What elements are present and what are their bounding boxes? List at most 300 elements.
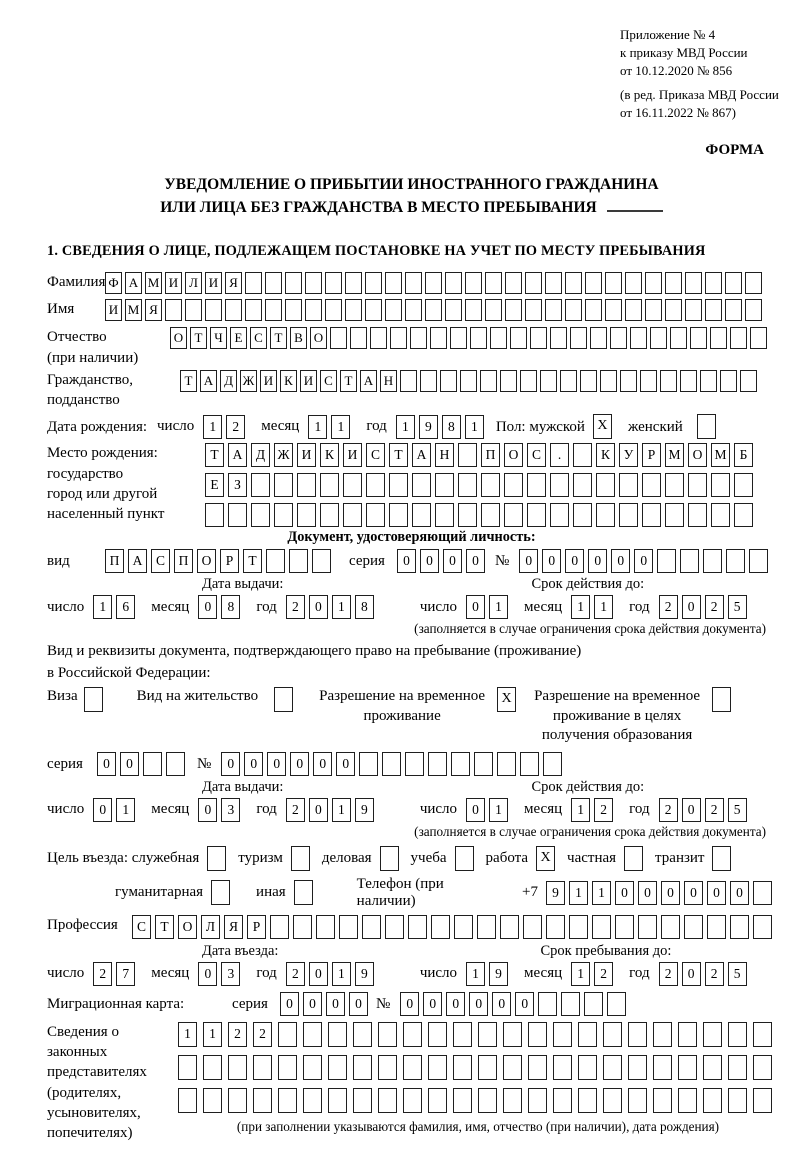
char-cell[interactable] [328, 1055, 347, 1080]
char-cell[interactable]: М [145, 272, 162, 294]
char-cell[interactable]: 0 [682, 798, 701, 822]
char-cell[interactable] [685, 272, 702, 294]
char-cell[interactable]: 0 [198, 962, 217, 986]
char-cell[interactable] [353, 1088, 372, 1113]
char-cell[interactable]: К [280, 370, 297, 392]
char-cell[interactable] [303, 1088, 322, 1113]
char-cell[interactable] [538, 992, 557, 1016]
char-cell[interactable] [553, 1055, 572, 1080]
char-cell[interactable]: А [125, 272, 142, 294]
char-cell[interactable] [458, 473, 477, 497]
char-cell[interactable] [166, 752, 185, 776]
char-cell[interactable]: О [178, 915, 197, 939]
char-cell[interactable] [745, 272, 762, 294]
char-cell[interactable]: С [366, 443, 385, 467]
char-cell[interactable] [653, 1055, 672, 1080]
char-cell[interactable] [465, 299, 482, 321]
char-cell[interactable] [445, 272, 462, 294]
char-cell[interactable] [628, 1088, 647, 1113]
char-cell[interactable]: О [504, 443, 523, 467]
char-cell[interactable]: 0 [198, 595, 217, 619]
char-cell[interactable] [389, 503, 408, 527]
char-cell[interactable] [550, 503, 569, 527]
char-cell[interactable]: С [151, 549, 170, 573]
char-cell[interactable]: 1 [178, 1022, 197, 1047]
char-cell[interactable]: 3 [221, 798, 240, 822]
char-cell[interactable] [428, 1055, 447, 1080]
char-cell[interactable] [520, 370, 537, 392]
char-cell[interactable] [297, 503, 316, 527]
char-cell[interactable] [625, 272, 642, 294]
char-cell[interactable]: Е [230, 327, 247, 349]
char-cell[interactable] [625, 299, 642, 321]
purpose-transit-checkbox[interactable] [712, 846, 731, 871]
char-cell[interactable] [425, 299, 442, 321]
char-cell[interactable]: 1 [116, 798, 135, 822]
char-cell[interactable] [420, 370, 437, 392]
char-cell[interactable]: 2 [659, 798, 678, 822]
char-cell[interactable] [178, 1088, 197, 1113]
char-cell[interactable]: 1 [571, 962, 590, 986]
char-cell[interactable] [278, 1022, 297, 1047]
char-cell[interactable] [385, 272, 402, 294]
char-cell[interactable] [390, 327, 407, 349]
char-cell[interactable] [710, 327, 727, 349]
char-cell[interactable]: Т [243, 549, 262, 573]
char-cell[interactable]: 5 [728, 595, 747, 619]
char-cell[interactable] [412, 503, 431, 527]
char-cell[interactable] [328, 1088, 347, 1113]
char-cell[interactable] [285, 272, 302, 294]
char-cell[interactable]: 0 [420, 549, 439, 573]
char-cell[interactable]: 0 [198, 798, 217, 822]
char-cell[interactable]: 0 [313, 752, 332, 776]
char-cell[interactable] [678, 1088, 697, 1113]
char-cell[interactable] [628, 1022, 647, 1047]
char-cell[interactable] [481, 503, 500, 527]
char-cell[interactable]: К [320, 443, 339, 467]
char-cell[interactable] [605, 299, 622, 321]
char-cell[interactable]: 0 [400, 992, 419, 1016]
char-cell[interactable]: З [228, 473, 247, 497]
char-cell[interactable] [560, 370, 577, 392]
char-cell[interactable] [650, 327, 667, 349]
char-cell[interactable] [703, 1088, 722, 1113]
purpose-humanitarian-checkbox[interactable] [211, 880, 230, 905]
char-cell[interactable] [453, 1022, 472, 1047]
char-cell[interactable] [607, 992, 626, 1016]
char-cell[interactable] [705, 272, 722, 294]
char-cell[interactable] [573, 443, 592, 467]
char-cell[interactable] [353, 1022, 372, 1047]
char-cell[interactable]: 9 [489, 962, 508, 986]
char-cell[interactable] [711, 473, 730, 497]
char-cell[interactable]: Я [225, 272, 242, 294]
char-cell[interactable]: 1 [569, 881, 588, 905]
char-cell[interactable]: 0 [707, 881, 726, 905]
char-cell[interactable] [703, 1022, 722, 1047]
char-cell[interactable] [603, 1088, 622, 1113]
char-cell[interactable]: 1 [93, 595, 112, 619]
char-cell[interactable] [480, 370, 497, 392]
char-cell[interactable] [228, 503, 247, 527]
char-cell[interactable] [753, 881, 772, 905]
char-cell[interactable] [265, 299, 282, 321]
char-cell[interactable] [680, 549, 699, 573]
char-cell[interactable] [228, 1055, 247, 1080]
char-cell[interactable] [550, 473, 569, 497]
char-cell[interactable]: 0 [661, 881, 680, 905]
char-cell[interactable] [688, 473, 707, 497]
char-cell[interactable] [565, 299, 582, 321]
char-cell[interactable]: 0 [349, 992, 368, 1016]
char-cell[interactable] [642, 473, 661, 497]
char-cell[interactable] [143, 752, 162, 776]
char-cell[interactable]: Т [389, 443, 408, 467]
char-cell[interactable] [178, 1055, 197, 1080]
char-cell[interactable] [740, 370, 757, 392]
char-cell[interactable]: 2 [705, 595, 724, 619]
purpose-work-checkbox[interactable]: X [536, 846, 555, 871]
char-cell[interactable] [543, 752, 562, 776]
char-cell[interactable]: Д [251, 443, 270, 467]
char-cell[interactable] [253, 1088, 272, 1113]
char-cell[interactable] [303, 1022, 322, 1047]
char-cell[interactable]: Я [224, 915, 243, 939]
char-cell[interactable] [366, 473, 385, 497]
char-cell[interactable]: 0 [565, 549, 584, 573]
char-cell[interactable]: С [132, 915, 151, 939]
char-cell[interactable] [251, 473, 270, 497]
char-cell[interactable]: А [128, 549, 147, 573]
char-cell[interactable] [465, 272, 482, 294]
char-cell[interactable] [228, 1088, 247, 1113]
char-cell[interactable] [345, 299, 362, 321]
char-cell[interactable] [665, 272, 682, 294]
char-cell[interactable] [325, 272, 342, 294]
char-cell[interactable] [270, 915, 289, 939]
char-cell[interactable]: 0 [466, 798, 485, 822]
char-cell[interactable] [610, 327, 627, 349]
char-cell[interactable] [477, 915, 496, 939]
char-cell[interactable] [578, 1088, 597, 1113]
char-cell[interactable] [657, 549, 676, 573]
char-cell[interactable] [585, 299, 602, 321]
char-cell[interactable]: 1 [594, 595, 613, 619]
char-cell[interactable]: Р [247, 915, 266, 939]
char-cell[interactable] [578, 1055, 597, 1080]
char-cell[interactable]: Ф [105, 272, 122, 294]
char-cell[interactable] [653, 1022, 672, 1047]
char-cell[interactable]: 0 [280, 992, 299, 1016]
char-cell[interactable]: Р [642, 443, 661, 467]
char-cell[interactable] [628, 1055, 647, 1080]
char-cell[interactable]: И [300, 370, 317, 392]
char-cell[interactable] [274, 503, 293, 527]
char-cell[interactable]: М [711, 443, 730, 467]
char-cell[interactable] [303, 1055, 322, 1080]
char-cell[interactable]: 0 [303, 992, 322, 1016]
char-cell[interactable]: О [197, 549, 216, 573]
char-cell[interactable] [458, 443, 477, 467]
char-cell[interactable] [445, 299, 462, 321]
char-cell[interactable] [530, 327, 547, 349]
char-cell[interactable]: 5 [728, 798, 747, 822]
char-cell[interactable] [500, 915, 519, 939]
char-cell[interactable] [389, 473, 408, 497]
char-cell[interactable]: Т [270, 327, 287, 349]
char-cell[interactable]: 2 [594, 962, 613, 986]
purpose-tourism-checkbox[interactable] [291, 846, 310, 871]
char-cell[interactable] [665, 473, 684, 497]
char-cell[interactable] [603, 1022, 622, 1047]
char-cell[interactable]: 2 [226, 415, 245, 439]
char-cell[interactable] [297, 473, 316, 497]
char-cell[interactable]: 2 [286, 962, 305, 986]
char-cell[interactable]: И [105, 299, 122, 321]
char-cell[interactable] [366, 503, 385, 527]
char-cell[interactable] [408, 915, 427, 939]
char-cell[interactable] [728, 1055, 747, 1080]
char-cell[interactable] [405, 299, 422, 321]
char-cell[interactable] [385, 299, 402, 321]
char-cell[interactable]: П [174, 549, 193, 573]
char-cell[interactable] [527, 503, 546, 527]
char-cell[interactable]: 2 [705, 962, 724, 986]
char-cell[interactable] [400, 370, 417, 392]
char-cell[interactable] [274, 473, 293, 497]
char-cell[interactable] [619, 473, 638, 497]
char-cell[interactable] [431, 915, 450, 939]
char-cell[interactable] [378, 1088, 397, 1113]
char-cell[interactable]: 1 [489, 595, 508, 619]
char-cell[interactable] [600, 370, 617, 392]
char-cell[interactable] [561, 992, 580, 1016]
char-cell[interactable] [620, 370, 637, 392]
char-cell[interactable] [289, 549, 308, 573]
char-cell[interactable] [500, 370, 517, 392]
char-cell[interactable] [505, 272, 522, 294]
char-cell[interactable]: И [297, 443, 316, 467]
char-cell[interactable] [638, 915, 657, 939]
char-cell[interactable] [403, 1022, 422, 1047]
char-cell[interactable] [590, 327, 607, 349]
char-cell[interactable]: 1 [203, 415, 222, 439]
char-cell[interactable] [642, 503, 661, 527]
char-cell[interactable] [725, 272, 742, 294]
char-cell[interactable] [678, 1022, 697, 1047]
sex-female-checkbox[interactable] [697, 414, 716, 439]
char-cell[interactable]: 0 [336, 752, 355, 776]
char-cell[interactable] [265, 272, 282, 294]
char-cell[interactable] [428, 1022, 447, 1047]
char-cell[interactable]: 0 [309, 595, 328, 619]
char-cell[interactable] [251, 503, 270, 527]
char-cell[interactable] [603, 1055, 622, 1080]
char-cell[interactable]: 7 [116, 962, 135, 986]
char-cell[interactable] [707, 915, 726, 939]
char-cell[interactable] [504, 473, 523, 497]
char-cell[interactable]: Ч [210, 327, 227, 349]
sex-male-checkbox[interactable]: X [593, 414, 612, 439]
char-cell[interactable]: 9 [355, 962, 374, 986]
char-cell[interactable] [425, 272, 442, 294]
char-cell[interactable]: 0 [730, 881, 749, 905]
char-cell[interactable]: 0 [97, 752, 116, 776]
char-cell[interactable]: 2 [659, 962, 678, 986]
char-cell[interactable] [711, 503, 730, 527]
char-cell[interactable] [428, 1088, 447, 1113]
char-cell[interactable]: 0 [469, 992, 488, 1016]
char-cell[interactable] [450, 327, 467, 349]
char-cell[interactable] [720, 370, 737, 392]
char-cell[interactable] [540, 370, 557, 392]
char-cell[interactable] [339, 915, 358, 939]
char-cell[interactable]: 1 [308, 415, 327, 439]
purpose-private-checkbox[interactable] [624, 846, 643, 871]
char-cell[interactable]: 0 [519, 549, 538, 573]
residence-permit-checkbox[interactable] [274, 687, 293, 712]
char-cell[interactable] [523, 915, 542, 939]
char-cell[interactable]: 1 [592, 881, 611, 905]
char-cell[interactable] [485, 299, 502, 321]
char-cell[interactable]: 0 [93, 798, 112, 822]
char-cell[interactable]: А [412, 443, 431, 467]
char-cell[interactable]: Т [180, 370, 197, 392]
char-cell[interactable] [570, 327, 587, 349]
char-cell[interactable]: М [665, 443, 684, 467]
temp-residence-checkbox[interactable]: X [497, 687, 516, 712]
char-cell[interactable] [451, 752, 470, 776]
char-cell[interactable] [605, 272, 622, 294]
char-cell[interactable] [403, 1088, 422, 1113]
char-cell[interactable] [253, 1055, 272, 1080]
char-cell[interactable] [685, 299, 702, 321]
char-cell[interactable] [584, 992, 603, 1016]
char-cell[interactable] [527, 473, 546, 497]
char-cell[interactable] [245, 299, 262, 321]
char-cell[interactable] [478, 1055, 497, 1080]
char-cell[interactable] [528, 1088, 547, 1113]
char-cell[interactable]: 9 [546, 881, 565, 905]
char-cell[interactable] [350, 327, 367, 349]
char-cell[interactable]: 0 [397, 549, 416, 573]
char-cell[interactable]: 0 [615, 881, 634, 905]
char-cell[interactable] [503, 1055, 522, 1080]
char-cell[interactable]: 1 [466, 962, 485, 986]
char-cell[interactable]: 0 [542, 549, 561, 573]
char-cell[interactable] [726, 549, 745, 573]
char-cell[interactable]: П [105, 549, 124, 573]
char-cell[interactable] [728, 1088, 747, 1113]
char-cell[interactable] [578, 1022, 597, 1047]
char-cell[interactable]: И [165, 272, 182, 294]
char-cell[interactable]: 0 [638, 881, 657, 905]
char-cell[interactable] [345, 272, 362, 294]
char-cell[interactable] [343, 503, 362, 527]
char-cell[interactable] [573, 473, 592, 497]
char-cell[interactable]: 1 [332, 798, 351, 822]
char-cell[interactable] [520, 752, 539, 776]
char-cell[interactable] [435, 473, 454, 497]
char-cell[interactable]: Ж [274, 443, 293, 467]
char-cell[interactable]: 0 [309, 962, 328, 986]
char-cell[interactable]: 2 [286, 798, 305, 822]
char-cell[interactable]: Л [201, 915, 220, 939]
char-cell[interactable] [470, 327, 487, 349]
char-cell[interactable]: А [228, 443, 247, 467]
char-cell[interactable] [580, 370, 597, 392]
char-cell[interactable]: Д [220, 370, 237, 392]
char-cell[interactable]: Т [190, 327, 207, 349]
char-cell[interactable] [725, 299, 742, 321]
char-cell[interactable] [205, 503, 224, 527]
char-cell[interactable] [440, 370, 457, 392]
char-cell[interactable] [630, 327, 647, 349]
char-cell[interactable] [504, 503, 523, 527]
char-cell[interactable] [328, 1022, 347, 1047]
char-cell[interactable] [428, 752, 447, 776]
char-cell[interactable] [458, 503, 477, 527]
purpose-official-checkbox[interactable] [207, 846, 226, 871]
char-cell[interactable] [370, 327, 387, 349]
char-cell[interactable] [385, 915, 404, 939]
char-cell[interactable] [525, 299, 542, 321]
char-cell[interactable]: Ж [240, 370, 257, 392]
char-cell[interactable] [525, 272, 542, 294]
char-cell[interactable]: 1 [203, 1022, 222, 1047]
char-cell[interactable]: 1 [571, 595, 590, 619]
purpose-business-checkbox[interactable] [380, 846, 399, 871]
char-cell[interactable]: И [343, 443, 362, 467]
char-cell[interactable] [753, 1022, 772, 1047]
purpose-other-checkbox[interactable] [294, 880, 313, 905]
char-cell[interactable]: 9 [355, 798, 374, 822]
char-cell[interactable] [225, 299, 242, 321]
char-cell[interactable]: Р [220, 549, 239, 573]
purpose-study-checkbox[interactable] [455, 846, 474, 871]
char-cell[interactable]: 0 [290, 752, 309, 776]
char-cell[interactable]: 0 [326, 992, 345, 1016]
char-cell[interactable] [478, 1088, 497, 1113]
char-cell[interactable]: 0 [466, 549, 485, 573]
char-cell[interactable]: 6 [116, 595, 135, 619]
char-cell[interactable] [585, 272, 602, 294]
char-cell[interactable] [410, 327, 427, 349]
char-cell[interactable] [688, 503, 707, 527]
char-cell[interactable] [645, 272, 662, 294]
char-cell[interactable] [545, 299, 562, 321]
char-cell[interactable] [460, 370, 477, 392]
char-cell[interactable]: И [205, 272, 222, 294]
char-cell[interactable] [316, 915, 335, 939]
char-cell[interactable]: 0 [120, 752, 139, 776]
char-cell[interactable] [640, 370, 657, 392]
char-cell[interactable]: 8 [355, 595, 374, 619]
char-cell[interactable] [661, 915, 680, 939]
char-cell[interactable] [670, 327, 687, 349]
char-cell[interactable] [703, 1055, 722, 1080]
char-cell[interactable] [528, 1022, 547, 1047]
char-cell[interactable]: 0 [466, 595, 485, 619]
char-cell[interactable]: 0 [515, 992, 534, 1016]
char-cell[interactable]: 0 [267, 752, 286, 776]
char-cell[interactable] [378, 1055, 397, 1080]
char-cell[interactable] [678, 1055, 697, 1080]
char-cell[interactable] [497, 752, 516, 776]
char-cell[interactable] [365, 272, 382, 294]
char-cell[interactable] [700, 370, 717, 392]
